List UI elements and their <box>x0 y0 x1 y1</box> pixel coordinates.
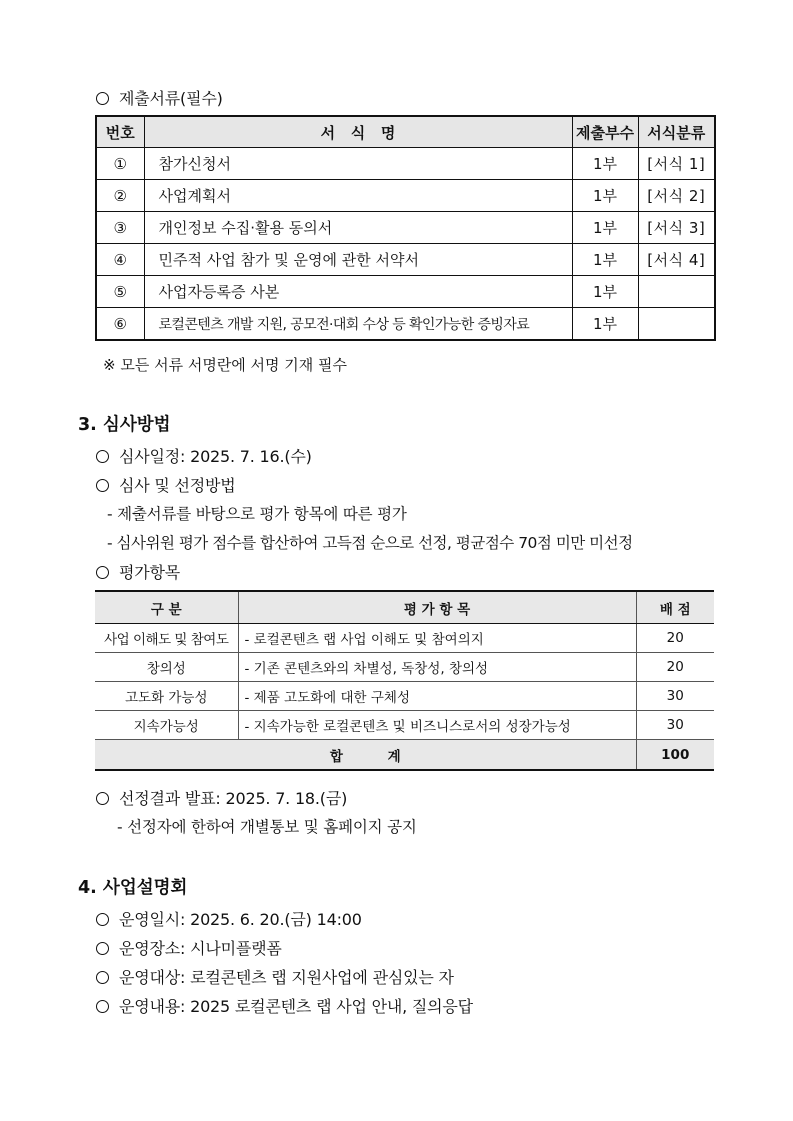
criteria-item: - 지속가능한 로컬콘텐츠 및 비즈니스로서의 성장가능성 <box>238 711 636 740</box>
doc-form <box>638 308 715 341</box>
table-header-row <box>96 116 715 148</box>
result-detail: - 선정자에 한하여 개별통보 및 홈페이지 공지 <box>117 818 417 836</box>
doc-count: 1부 <box>572 180 638 212</box>
criteria-category: 사업 이해도 및 참여도 <box>95 624 238 653</box>
total-row <box>95 740 714 771</box>
doc-no: ③ <box>96 212 144 244</box>
briefing-item: 운영장소: 시나미플랫폼 <box>95 936 282 959</box>
table-row <box>96 308 715 341</box>
briefing-item: 운영내용: 2025 로컬콘텐츠 랩 사업 안내, 질의응답 <box>95 994 473 1017</box>
circle-bullet-icon <box>95 914 113 926</box>
doc-no: ④ <box>96 244 144 276</box>
criteria-category: 고도화 가능성 <box>95 682 238 711</box>
briefing-item: 운영일시: 2025. 6. 20.(금) 14:00 <box>95 907 362 930</box>
doc-count: 1부 <box>572 148 638 180</box>
doc-name: 참가신청서 <box>144 148 572 180</box>
table-row <box>95 682 714 711</box>
circle-bullet-icon <box>95 943 113 955</box>
docs-title: 제출서류(필수) <box>95 86 223 109</box>
criteria-item: - 제품 고도화에 대한 구체성 <box>238 682 636 711</box>
table-row <box>96 212 715 244</box>
doc-no: ① <box>96 148 144 180</box>
criteria-points: 20 <box>636 653 714 682</box>
criteria-points: 20 <box>636 624 714 653</box>
method-item: - 심사위원 평가 점수를 합산하여 고득점 순으로 선정, 평균점수 70점 미만 미선정 <box>107 534 633 552</box>
circle-bullet-icon <box>95 793 113 805</box>
doc-count: 1부 <box>572 212 638 244</box>
header-count: 제출부수 <box>572 116 638 148</box>
header-no: 번호 <box>96 116 144 148</box>
total-label: 합 계 <box>95 740 636 771</box>
circle-bullet-icon <box>95 1001 113 1013</box>
header-item: 평 가 항 목 <box>238 591 636 624</box>
criteria-category: 창의성 <box>95 653 238 682</box>
criteria-table <box>95 590 714 771</box>
doc-name: 개인정보 수집·활용 동의서 <box>144 212 572 244</box>
section3-heading: 3. 심사방법 <box>78 415 171 435</box>
doc-name: 사업계획서 <box>144 180 572 212</box>
doc-form: [서식 1] <box>638 148 715 180</box>
header-category: 구 분 <box>95 591 238 624</box>
doc-name: 사업자등록증 사본 <box>144 276 572 308</box>
table-row <box>95 711 714 740</box>
table-row <box>96 180 715 212</box>
doc-form <box>638 276 715 308</box>
criteria-title: 평가항목 <box>95 560 180 583</box>
table-row <box>96 244 715 276</box>
total-points: 100 <box>636 740 714 771</box>
doc-no: ⑥ <box>96 308 144 341</box>
circle-bullet-icon <box>95 451 113 463</box>
doc-form: [서식 4] <box>638 244 715 276</box>
criteria-item: - 기존 콘텐츠와의 차별성, 독창성, 창의성 <box>238 653 636 682</box>
doc-form: [서식 2] <box>638 180 715 212</box>
table-row <box>95 624 714 653</box>
table-header-row <box>95 591 714 624</box>
header-form-name: 서 식 명 <box>144 116 572 148</box>
method-title: 심사 및 선정방법 <box>95 473 236 496</box>
section4-heading: 4. 사업설명회 <box>78 878 188 898</box>
doc-name: 민주적 사업 참가 및 운영에 관한 서약서 <box>144 244 572 276</box>
circle-bullet-icon <box>95 93 113 105</box>
circle-bullet-icon <box>95 480 113 492</box>
table-row <box>95 653 714 682</box>
required-docs-table <box>95 115 716 341</box>
table-row <box>96 148 715 180</box>
doc-count: 1부 <box>572 308 638 341</box>
result-announcement: 선정결과 발표: 2025. 7. 18.(금) <box>95 786 347 809</box>
criteria-points: 30 <box>636 711 714 740</box>
method-item: - 제출서류를 바탕으로 평가 항목에 따른 평가 <box>107 505 407 523</box>
doc-name: 로컬콘텐츠 개발 지원, 공모전·대회 수상 등 확인가능한 증빙자료 <box>144 308 572 341</box>
doc-form: [서식 3] <box>638 212 715 244</box>
docs-note: ※ 모든 서류 서명란에 서명 기재 필수 <box>103 356 348 374</box>
criteria-item: - 로컬콘텐츠 랩 사업 이해도 및 참여의지 <box>238 624 636 653</box>
review-schedule: 심사일정: 2025. 7. 16.(수) <box>95 444 312 467</box>
header-form-type: 서식분류 <box>638 116 715 148</box>
briefing-item: 운영대상: 로컬콘텐츠 랩 지원사업에 관심있는 자 <box>95 965 454 988</box>
circle-bullet-icon <box>95 567 113 579</box>
doc-no: ② <box>96 180 144 212</box>
criteria-category: 지속가능성 <box>95 711 238 740</box>
table-row <box>96 276 715 308</box>
circle-bullet-icon <box>95 972 113 984</box>
header-points: 배 점 <box>636 591 714 624</box>
doc-count: 1부 <box>572 244 638 276</box>
doc-no: ⑤ <box>96 276 144 308</box>
criteria-points: 30 <box>636 682 714 711</box>
doc-count: 1부 <box>572 276 638 308</box>
